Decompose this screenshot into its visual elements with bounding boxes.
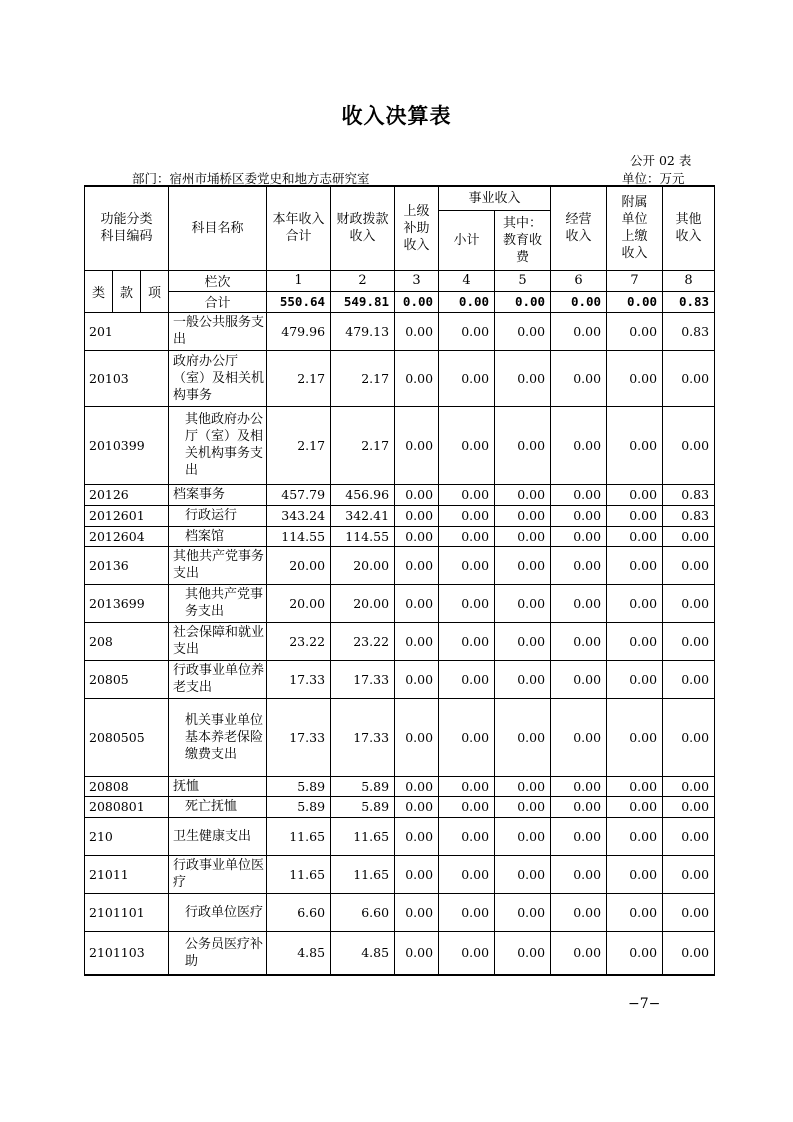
row-value: 17.33 (331, 660, 395, 698)
table-row (85, 817, 715, 855)
row-value: 0.00 (607, 622, 663, 660)
row-value: 11.65 (267, 817, 331, 855)
row-value: 0.00 (551, 584, 607, 622)
row-value: 0.00 (395, 893, 439, 931)
table-row (85, 796, 715, 817)
row-value: 0.00 (495, 622, 551, 660)
row-code: 2010399 (85, 406, 169, 484)
row-value: 0.00 (495, 931, 551, 975)
table-row (85, 855, 715, 893)
row-value: 5.89 (331, 796, 395, 817)
row-value: 0.00 (495, 893, 551, 931)
row-value: 2.17 (331, 406, 395, 484)
row-value: 17.33 (267, 698, 331, 776)
row-value: 0.00 (551, 505, 607, 526)
total-value: 0.00 (395, 291, 439, 312)
row-subject-name: 机关事业单位基本养老保险缴费支出 (169, 698, 267, 776)
row-subject-name: 行政单位医疗 (169, 893, 267, 931)
total-row (85, 291, 715, 312)
row-value: 0.00 (607, 312, 663, 350)
row-value: 0.00 (495, 406, 551, 484)
table-row (85, 505, 715, 526)
row-value: 11.65 (331, 817, 395, 855)
row-value: 11.65 (331, 855, 395, 893)
row-value: 0.00 (607, 584, 663, 622)
row-value: 0.00 (607, 484, 663, 505)
col-number: 6 (551, 270, 607, 291)
row-value: 0.00 (495, 855, 551, 893)
row-value: 0.00 (551, 855, 607, 893)
row-code: 20808 (85, 776, 169, 796)
row-value: 0.00 (439, 584, 495, 622)
row-value: 0.00 (439, 505, 495, 526)
row-value: 0.00 (395, 796, 439, 817)
row-value: 0.00 (663, 406, 715, 484)
row-value: 0.00 (607, 406, 663, 484)
row-value: 0.00 (439, 855, 495, 893)
row-value: 0.00 (495, 660, 551, 698)
col-number: 3 (395, 270, 439, 291)
row-value: 0.00 (551, 622, 607, 660)
row-value: 5.89 (267, 776, 331, 796)
col-number: 4 (439, 270, 495, 291)
row-value: 0.00 (663, 350, 715, 406)
row-value: 0.00 (395, 698, 439, 776)
row-value: 0.00 (663, 698, 715, 776)
row-value: 0.00 (495, 505, 551, 526)
row-value: 20.00 (331, 546, 395, 584)
row-value: 17.33 (331, 698, 395, 776)
header-fiscal: 财政拨款收入 (331, 186, 395, 270)
row-value: 0.00 (439, 660, 495, 698)
header-business-group: 事业收入 (439, 186, 551, 210)
total-label: 合计 (169, 291, 267, 312)
row-value: 0.00 (551, 526, 607, 546)
row-value: 5.89 (331, 776, 395, 796)
row-value: 0.00 (663, 855, 715, 893)
table-row (85, 893, 715, 931)
row-value: 20.00 (267, 584, 331, 622)
row-value: 114.55 (331, 526, 395, 546)
row-subject-name: 其他共产党事务支出 (169, 584, 267, 622)
row-subject-name: 卫生健康支出 (169, 817, 267, 855)
row-value: 0.00 (395, 817, 439, 855)
header-func-code: 功能分类科目编码 (85, 186, 169, 270)
row-value: 0.00 (607, 698, 663, 776)
row-value: 0.00 (395, 776, 439, 796)
total-value: 0.00 (495, 291, 551, 312)
row-code: 208 (85, 622, 169, 660)
row-value: 0.00 (607, 505, 663, 526)
row-value: 0.00 (395, 622, 439, 660)
row-value: 0.00 (395, 855, 439, 893)
row-value: 0.00 (439, 484, 495, 505)
row-subject-name: 社会保障和就业支出 (169, 622, 267, 660)
row-value: 0.00 (607, 855, 663, 893)
row-value: 0.00 (439, 312, 495, 350)
row-code: 2012604 (85, 526, 169, 546)
row-subject-name: 其他共产党事务支出 (169, 546, 267, 584)
row-value: 0.00 (395, 546, 439, 584)
row-subject-name: 行政运行 (169, 505, 267, 526)
row-value: 456.96 (331, 484, 395, 505)
total-value: 0.83 (663, 291, 715, 312)
row-value: 0.00 (551, 698, 607, 776)
row-subject-name: 一般公共服务支出 (169, 312, 267, 350)
header-superior: 上级补助收入 (395, 186, 439, 270)
row-value: 0.00 (663, 893, 715, 931)
row-value: 479.96 (267, 312, 331, 350)
row-value: 0.00 (607, 776, 663, 796)
row-subject-name: 政府办公厅（室）及相关机构事务 (169, 350, 267, 406)
income-table (84, 185, 715, 976)
row-value: 0.00 (551, 406, 607, 484)
row-subject-name: 公务员医疗补助 (169, 931, 267, 975)
col-number: 2 (331, 270, 395, 291)
row-value: 0.00 (663, 622, 715, 660)
table-row (85, 584, 715, 622)
page-title: 收入决算表 (341, 104, 452, 128)
row-value: 0.00 (495, 312, 551, 350)
row-code: 201 (85, 312, 169, 350)
row-value: 0.00 (439, 406, 495, 484)
header-xiang: 项 (141, 270, 169, 312)
row-subject-name: 行政事业单位养老支出 (169, 660, 267, 698)
row-value: 23.22 (331, 622, 395, 660)
row-value: 0.00 (395, 484, 439, 505)
row-subject-name: 行政事业单位医疗 (169, 855, 267, 893)
row-subject-name: 其他政府办公厅（室）及相关机构事务支出 (169, 406, 267, 484)
row-value: 0.83 (663, 505, 715, 526)
row-value: 0.00 (495, 776, 551, 796)
row-value: 0.00 (607, 546, 663, 584)
row-code: 2101103 (85, 931, 169, 975)
total-value: 0.00 (551, 291, 607, 312)
row-value: 0.00 (439, 817, 495, 855)
table-row (85, 698, 715, 776)
row-value: 0.00 (663, 796, 715, 817)
row-value: 0.83 (663, 484, 715, 505)
table-row (85, 660, 715, 698)
row-value: 0.00 (439, 776, 495, 796)
row-code: 20103 (85, 350, 169, 406)
row-value: 0.00 (495, 350, 551, 406)
header-subtotal: 小计 (439, 210, 495, 270)
header-affiliated: 附属单位上缴收入 (607, 186, 663, 270)
row-value: 343.24 (267, 505, 331, 526)
row-value: 0.00 (495, 584, 551, 622)
row-value: 0.00 (495, 698, 551, 776)
row-code: 210 (85, 817, 169, 855)
header-lei: 类 (85, 270, 113, 312)
table-row (85, 546, 715, 584)
row-code: 20126 (85, 484, 169, 505)
unit-label: 单位：万元 (622, 171, 685, 186)
row-value: 0.00 (439, 893, 495, 931)
row-value: 114.55 (267, 526, 331, 546)
row-value: 0.00 (439, 526, 495, 546)
row-value: 0.00 (439, 622, 495, 660)
row-value: 2.17 (267, 406, 331, 484)
row-value: 0.00 (495, 526, 551, 546)
row-value: 0.00 (663, 776, 715, 796)
row-value: 6.60 (331, 893, 395, 931)
row-value: 0.00 (395, 505, 439, 526)
row-value: 0.00 (551, 817, 607, 855)
table-row (85, 406, 715, 484)
row-value: 0.00 (607, 350, 663, 406)
col-number: 5 (495, 270, 551, 291)
row-value: 0.00 (395, 350, 439, 406)
row-value: 0.00 (607, 931, 663, 975)
row-value: 0.00 (551, 776, 607, 796)
row-value: 479.13 (331, 312, 395, 350)
row-value: 5.89 (267, 796, 331, 817)
row-value: 0.00 (663, 660, 715, 698)
row-value: 23.22 (267, 622, 331, 660)
row-value: 0.00 (551, 312, 607, 350)
header-edu-fee: 其中：教育收费 (495, 210, 551, 270)
row-subject-name: 抚恤 (169, 776, 267, 796)
page-number: −7− (628, 996, 661, 1012)
table-row (85, 622, 715, 660)
total-value: 550.64 (267, 291, 331, 312)
row-value: 0.00 (395, 526, 439, 546)
row-value: 0.00 (439, 698, 495, 776)
header-operating: 经营收入 (551, 186, 607, 270)
col-number: 1 (267, 270, 331, 291)
row-value: 0.00 (607, 796, 663, 817)
row-value: 0.00 (439, 546, 495, 584)
row-value: 0.00 (395, 931, 439, 975)
row-value: 0.00 (551, 350, 607, 406)
row-value: 0.00 (495, 546, 551, 584)
table-row (85, 350, 715, 406)
row-value: 342.41 (331, 505, 395, 526)
row-value: 0.00 (395, 312, 439, 350)
row-value: 4.85 (331, 931, 395, 975)
row-subject-name: 档案事务 (169, 484, 267, 505)
table-row (85, 312, 715, 350)
row-value: 20.00 (267, 546, 331, 584)
row-value: 6.60 (267, 893, 331, 931)
table-row (85, 526, 715, 546)
row-value: 0.00 (395, 406, 439, 484)
row-value: 0.00 (663, 931, 715, 975)
row-value: 0.00 (495, 796, 551, 817)
row-value: 0.00 (395, 584, 439, 622)
department-label: 部门：宿州市埇桥区委党史和地方志研究室 (132, 171, 370, 186)
total-value: 0.00 (439, 291, 495, 312)
header-total-income: 本年收入合计 (267, 186, 331, 270)
table-row (85, 931, 715, 975)
row-value: 2.17 (267, 350, 331, 406)
row-value: 20.00 (331, 584, 395, 622)
row-value: 0.00 (551, 546, 607, 584)
row-value: 0.00 (395, 660, 439, 698)
row-value: 4.85 (267, 931, 331, 975)
row-code: 2012601 (85, 505, 169, 526)
row-value: 0.00 (551, 893, 607, 931)
row-subject-name: 死亡抚恤 (169, 796, 267, 817)
table-row (85, 484, 715, 505)
row-code: 21011 (85, 855, 169, 893)
row-code: 2080505 (85, 698, 169, 776)
row-subject-name: 档案馆 (169, 526, 267, 546)
row-code: 20805 (85, 660, 169, 698)
row-value: 0.00 (551, 660, 607, 698)
row-value: 0.00 (495, 484, 551, 505)
header-kuan: 款 (113, 270, 141, 312)
total-value: 549.81 (331, 291, 395, 312)
row-value: 0.00 (663, 526, 715, 546)
row-value: 0.00 (607, 817, 663, 855)
col-number: 7 (607, 270, 663, 291)
row-value: 0.00 (495, 817, 551, 855)
row-value: 457.79 (267, 484, 331, 505)
row-value: 0.00 (551, 931, 607, 975)
total-value: 0.00 (607, 291, 663, 312)
header-subject-name: 科目名称 (169, 186, 267, 270)
row-code: 2101101 (85, 893, 169, 931)
header-lanci: 栏次 (169, 270, 267, 291)
row-value: 0.00 (607, 893, 663, 931)
row-value: 0.00 (439, 350, 495, 406)
row-code: 2013699 (85, 584, 169, 622)
header-other: 其他收入 (663, 186, 715, 270)
row-value: 0.00 (663, 546, 715, 584)
row-value: 0.00 (439, 796, 495, 817)
row-code: 2080801 (85, 796, 169, 817)
form-number: 公开 02 表 (630, 153, 692, 168)
row-code: 20136 (85, 546, 169, 584)
row-value: 0.00 (607, 660, 663, 698)
row-value: 0.00 (663, 584, 715, 622)
row-value: 2.17 (331, 350, 395, 406)
row-value: 11.65 (267, 855, 331, 893)
col-number: 8 (663, 270, 715, 291)
row-value: 0.83 (663, 312, 715, 350)
row-value: 0.00 (663, 817, 715, 855)
row-value: 0.00 (607, 526, 663, 546)
row-value: 0.00 (439, 931, 495, 975)
table-row (85, 776, 715, 796)
row-value: 0.00 (551, 484, 607, 505)
row-value: 17.33 (267, 660, 331, 698)
row-value: 0.00 (551, 796, 607, 817)
